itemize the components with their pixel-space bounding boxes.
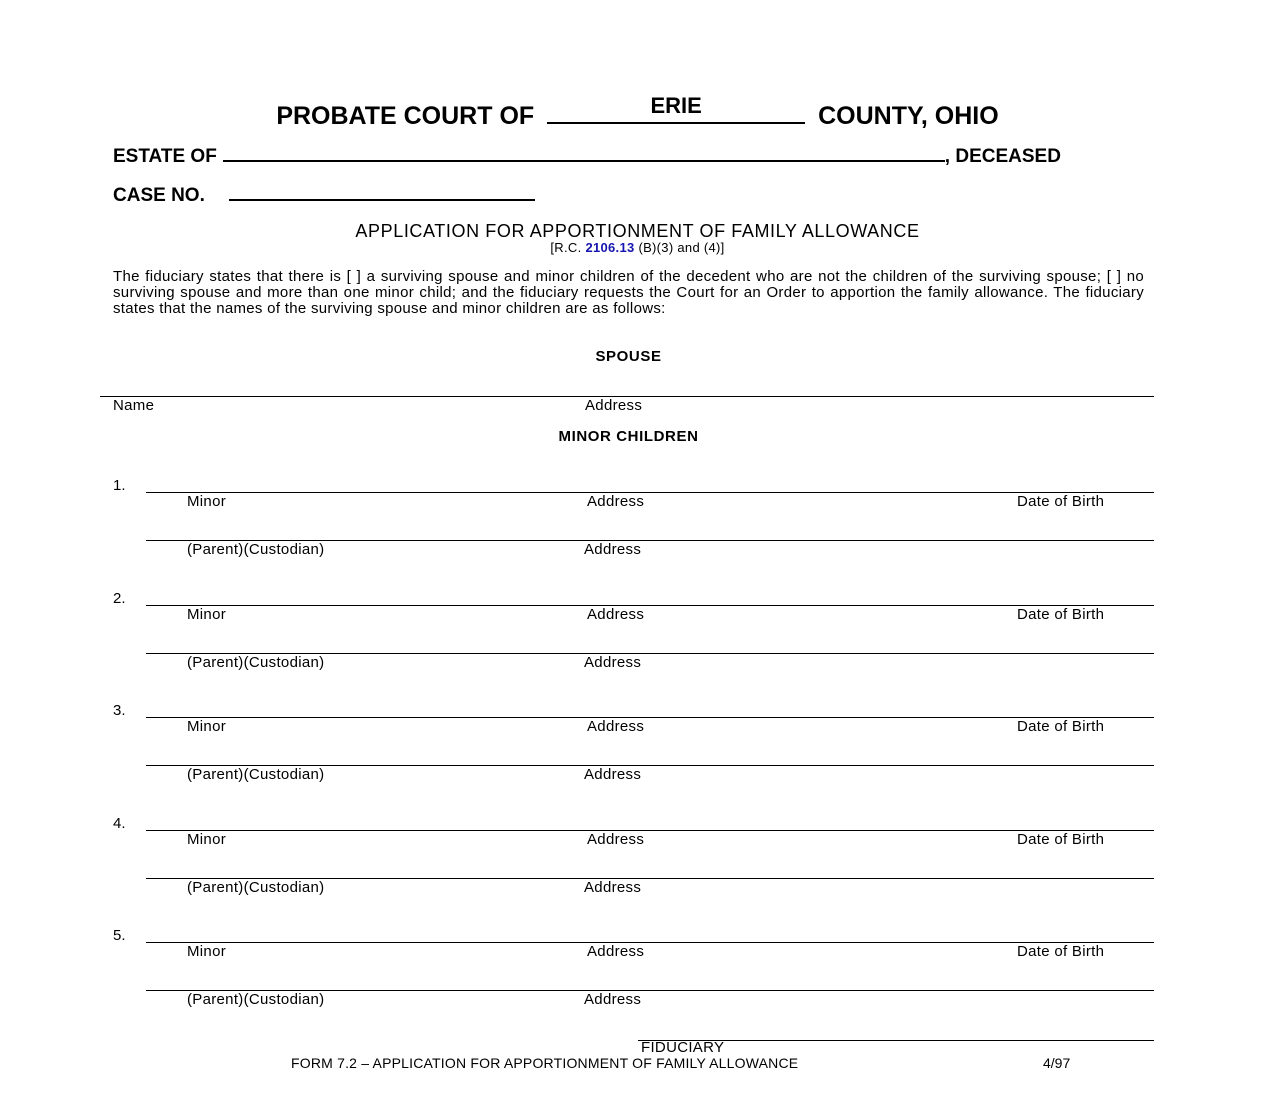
court-suffix: COUNTY, OHIO	[818, 102, 999, 130]
case-label: CASE NO.	[113, 185, 205, 206]
form-title: APPLICATION FOR APPORTIONMENT OF FAMILY ALLOWANCE	[355, 221, 920, 241]
parent-custodian-label: (Parent)(Custodian)	[187, 653, 325, 671]
minor-child-number: 3.	[113, 702, 126, 719]
minor-address-label: Address	[587, 943, 645, 960]
parent-address-label: Address	[584, 878, 642, 896]
estate-name-field[interactable]	[223, 142, 945, 162]
case-number-line	[113, 181, 535, 208]
parent-custodian-label: (Parent)(Custodian)	[187, 541, 325, 558]
date-of-birth-label: Date of Birth	[1017, 493, 1105, 510]
minor-line[interactable]	[146, 830, 1154, 831]
minor-line[interactable]	[146, 492, 1154, 493]
parent-address-label: Address	[584, 991, 642, 1008]
parent-address-label: Address	[584, 541, 642, 558]
date-of-birth-label: Date of Birth	[1017, 718, 1105, 735]
cite-suffix: (B)(3) and (4)]	[638, 240, 725, 255]
form-revision: 4/97	[1043, 1055, 1071, 1071]
minor-address-label: Address	[587, 493, 645, 510]
minor-line[interactable]	[146, 942, 1154, 943]
parent-address-label: Address	[584, 766, 642, 783]
form-footer: FORM 7.2 – APPLICATION FOR APPORTIONMENT OF FAMILY ALLOWANCE	[291, 1055, 799, 1071]
county-value: ERIE	[650, 93, 702, 118]
parent-address-label: Address	[584, 653, 642, 671]
statement-paragraph: The fiduciary states that there is [ ] a surviving spouse and minor children of the decedent who are not the children of the surviving spouse; [ ] no surviving spouse and more than one minor child; and the fiduciary requests the Court for an Order to apportion the family allowance. The fiduciary states that the names of the surviving spouse and minor children are as follows:	[113, 268, 1144, 317]
spouse-address-label: Address	[585, 397, 643, 414]
minor-child-number: 4.	[113, 814, 126, 832]
date-of-birth-label: Date of Birth	[1017, 830, 1105, 848]
estate-line	[113, 142, 1061, 169]
spouse-heading: SPOUSE	[595, 348, 662, 365]
statute-citation	[0, 240, 1275, 256]
minor-line[interactable]	[146, 605, 1154, 606]
minor-child-number: 5.	[113, 927, 126, 944]
parent-custodian-label: (Parent)(Custodian)	[187, 991, 325, 1008]
minor-label: Minor	[187, 605, 227, 623]
fiduciary-label: FIDUCIARY	[641, 1039, 725, 1056]
minor-children-heading: MINOR CHILDREN	[558, 428, 699, 445]
county-field[interactable]	[547, 93, 805, 124]
minor-line[interactable]	[146, 717, 1154, 718]
minor-label: Minor	[187, 830, 227, 848]
court-prefix: PROBATE COURT OF	[276, 102, 535, 130]
minor-label: Minor	[187, 943, 227, 960]
date-of-birth-label: Date of Birth	[1017, 943, 1105, 960]
parent-custodian-label: (Parent)(Custodian)	[187, 878, 325, 896]
parent-custodian-label: (Parent)(Custodian)	[187, 766, 325, 783]
court-title	[0, 93, 1275, 132]
spouse-name-label: Name	[113, 397, 155, 414]
deceased-label: , DECEASED	[944, 146, 1061, 167]
minor-label: Minor	[187, 493, 227, 510]
date-of-birth-label: Date of Birth	[1017, 605, 1105, 623]
statute-link[interactable]: 2106.13	[585, 240, 635, 255]
minor-address-label: Address	[587, 830, 645, 848]
estate-label: ESTATE OF	[113, 146, 217, 167]
minor-label: Minor	[187, 718, 227, 735]
cite-prefix: [R.C.	[550, 240, 582, 255]
minor-child-number: 1.	[113, 477, 126, 494]
minor-child-number: 2.	[113, 589, 126, 607]
case-number-field[interactable]	[229, 181, 535, 201]
minor-address-label: Address	[587, 718, 645, 735]
minor-address-label: Address	[587, 605, 645, 623]
